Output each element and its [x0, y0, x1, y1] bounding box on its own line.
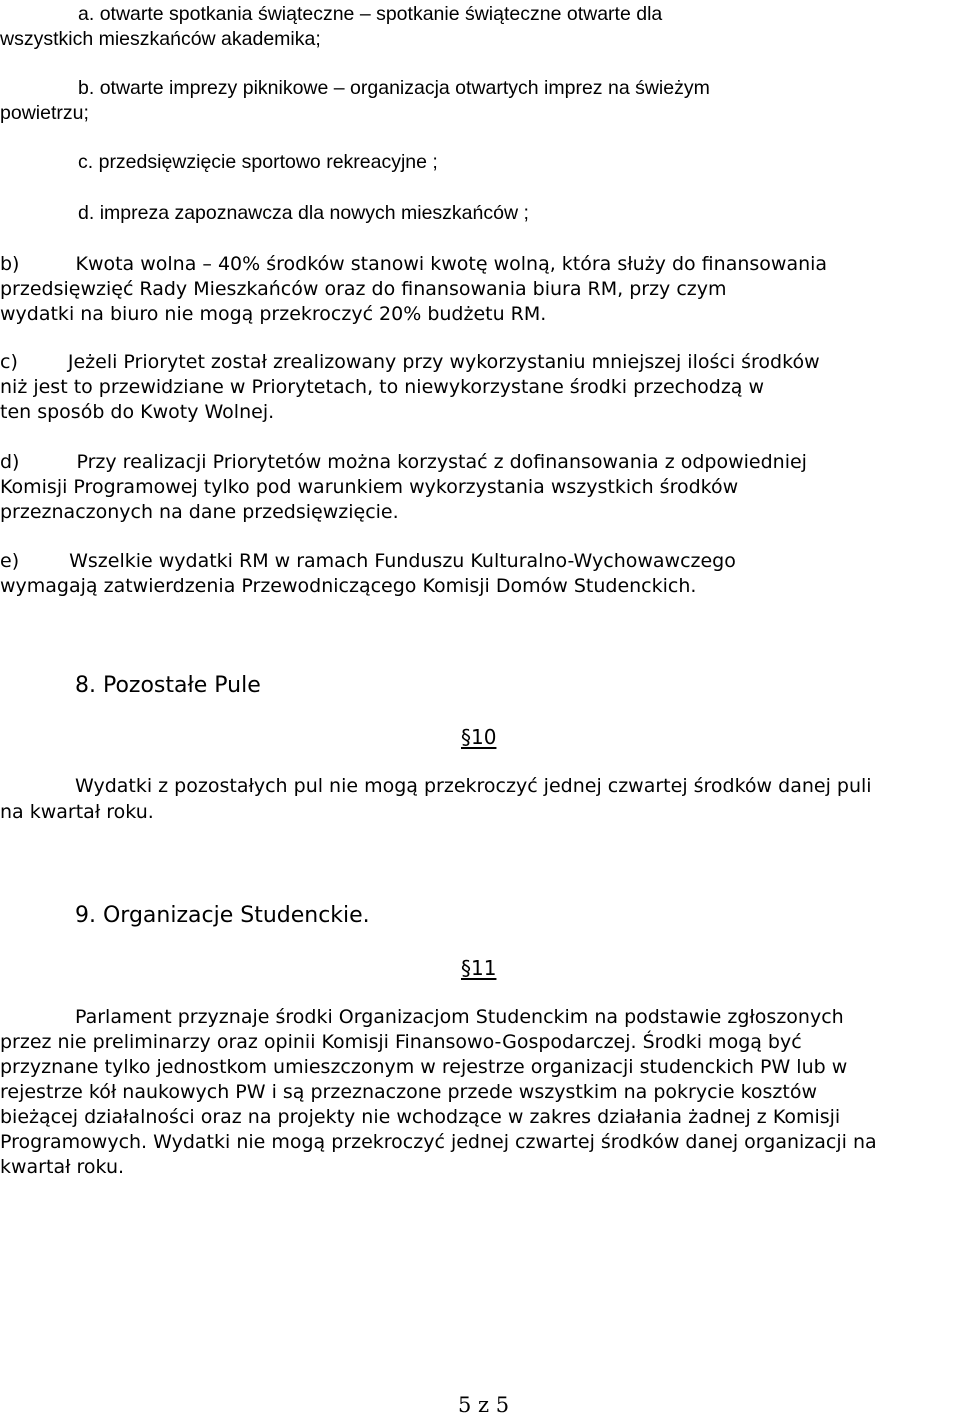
paragraph-b-line-3: wydatki na biuro nie mogą przekroczyć 20% budżetu RM.: [0, 303, 547, 325]
sub-item-c-text-1: przedsięwzięcie sportowo rekreacyjne ;: [98, 151, 438, 173]
paragraph-c: [0, 350, 960, 374]
paragraph-e: [0, 549, 960, 573]
section-9-line-4: rejestrze kół naukowych PW i są przeznaczone przede wszystkim na pokrycie kosztów: [0, 1081, 817, 1103]
sub-item-d: [78, 201, 960, 225]
section-9-line-3: przyznane tylko jednostkom umieszczonym w rejestrze organizacji studenckich PW lub w: [0, 1056, 848, 1078]
sub-item-d-text-1: impreza zapoznawcza dla nowych mieszkańców ;: [99, 202, 529, 224]
paragraph-d-line-3: przeznaczonych na dane przedsięwzięcie.: [0, 501, 399, 523]
paragraph-d-marker: d): [0, 451, 20, 473]
sub-item-b-cont: powietrzu;: [0, 102, 89, 124]
paragraph-c-line-1: Jeżeli Priorytet został zrealizowany przy wykorzystaniu mniejszej ilości środków: [67, 351, 820, 373]
page-number: 5 z 5: [458, 1393, 510, 1417]
section-9-heading: 9. Organizacje Studenckie.: [75, 903, 370, 928]
section-8-heading: 8. Pozostałe Pule: [75, 673, 261, 698]
section-9-line-6: Programowych. Wydatki nie mogą przekroczyć jednej czwartej środków danej organizacji na: [0, 1131, 877, 1153]
section-8-line-1: Wydatki z pozostałych pul nie mogą przekroczyć jednej czwartej środków danej puli: [75, 775, 872, 797]
paragraph-c-line-3: ten sposób do Kwoty Wolnej.: [0, 401, 275, 423]
paragraph-e-line-2: wymagają zatwierdzenia Przewodniczącego Komisji Domów Studenckich.: [0, 575, 697, 597]
paragraph-b-marker: b): [0, 253, 20, 275]
sub-item-a-prefix: a.: [78, 3, 95, 25]
paragraph-d: [0, 450, 960, 474]
sub-item-b-text-1: otwarte imprezy piknikowe – organizacja otwartych imprez na świeżym: [99, 77, 710, 99]
section-9-line-1: Parlament przyznaje środki Organizacjom Studenckim na podstawie zgłoszonych: [75, 1006, 844, 1028]
paragraph-c-marker: c): [0, 351, 18, 373]
paragraph-d-line-1: Przy realizacji Priorytetów można korzystać z dofinansowania z odpowiedniej: [76, 451, 807, 473]
paragraph-c-line-2: niż jest to przewidziane w Priorytetach, to niewykorzystane środki przechodzą w: [0, 376, 765, 398]
sub-item-a-cont: wszystkich mieszkańców akademika;: [0, 28, 321, 50]
sub-item-a-text-1: otwarte spotkania świąteczne – spotkanie świąteczne otwarte dla: [99, 3, 663, 25]
section-9-line-7: kwartał roku.: [0, 1156, 125, 1178]
sub-item-c-prefix: c.: [78, 151, 94, 173]
paragraph-b: [0, 252, 960, 276]
paragraph-b-line-1: Kwota wolna – 40% środków stanowi kwotę wolną, która służy do finansowania: [75, 253, 828, 275]
section-8-paragraph-mark: §10: [461, 725, 497, 749]
sub-item-d-prefix: d.: [78, 202, 95, 224]
section-9-line-2: przez nie preliminarzy oraz opinii Komisji Finansowo-Gospodarczej. Środki mogą być: [0, 1031, 802, 1053]
paragraph-e-marker: e): [0, 550, 20, 572]
sub-item-c: [78, 150, 960, 174]
sub-item-b-prefix: b.: [78, 77, 95, 99]
sub-item-b: [78, 76, 960, 100]
section-8-line-2: na kwartał roku.: [0, 801, 154, 823]
sub-item-a: [78, 2, 960, 26]
paragraph-d-line-2: Komisji Programowej tylko pod warunkiem wykorzystania wszystkich środków: [0, 476, 739, 498]
section-9-paragraph-mark: §11: [461, 956, 497, 980]
paragraph-b-line-2: przedsięwzięć Rady Mieszkańców oraz do finansowania biura RM, przy czym: [0, 278, 727, 300]
section-9-line-5: bieżącej działalności oraz na projekty nie wchodzące w zakres działania żadnej z Komisji: [0, 1106, 841, 1128]
paragraph-e-line-1: Wszelkie wydatki RM w ramach Funduszu Kulturalno-Wychowawczego: [69, 550, 736, 572]
